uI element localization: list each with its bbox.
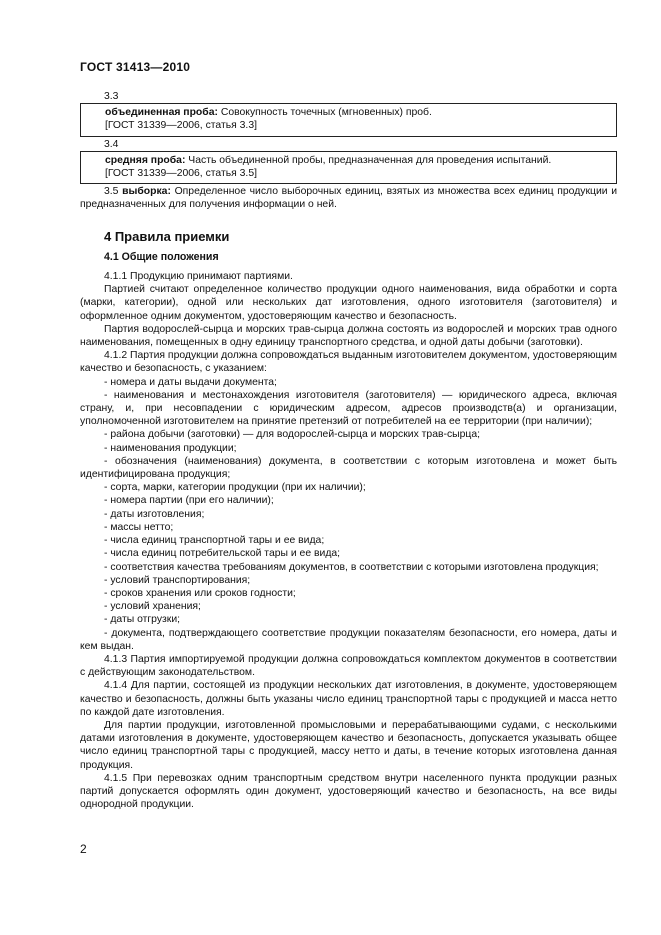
- term-text: Совокупность точечных (мгновенных) проб.: [217, 107, 432, 119]
- list-item: - условий хранения;: [104, 601, 201, 613]
- list-item: - номера партии (при его наличии);: [104, 495, 274, 507]
- paragraph-4-1-2: 4.1.2 Партия продукции должна сопровождаться выданным изготовителем документом, удостоверяющим качество и безопасность, с указанием:: [80, 350, 617, 375]
- term-number: 3.4: [104, 138, 119, 150]
- term-definition: [105, 154, 610, 167]
- term-definition: [105, 106, 610, 119]
- list-item: - даты изготовления;: [104, 508, 205, 520]
- document-code-header: ГОСТ 31413—2010: [80, 60, 191, 74]
- list-item: - обозначения (наименования) документа, в соответствии с которым изготовлена и может быть идентифицирована продукция;: [80, 455, 617, 481]
- page-number: 2: [80, 842, 87, 856]
- page-content: [80, 90, 617, 811]
- term-reference: [ГОСТ 31339—2006, статья 3.5]: [105, 168, 257, 180]
- paragraph-4-1-3: 4.1.3 Партия импортируемой продукции должна сопровождаться комплектом документов в соответствии с действующим законодательством.: [80, 653, 617, 679]
- paragraph-party-definition: Партией считают определенное количество продукции одного наименования, вида обработки и сорта (марки, категории), одной или нескольких дат изготовления, одного изготовителя (заготовителя) и оформленное одним документом, удостоверяющим качество и безопасность.: [80, 284, 617, 322]
- list-item: - наименования продукции;: [104, 442, 237, 454]
- term-name: выборка:: [122, 186, 171, 198]
- term-number: 3.5: [104, 186, 119, 198]
- list-item: - сорта, марки, категории продукции (при их наличии);: [104, 482, 366, 494]
- term-text: Часть объединенной пробы, предназначенная для проведения испытаний.: [185, 154, 552, 166]
- list-item: - условий транспортирования;: [104, 574, 251, 586]
- requirements-list: [80, 376, 617, 653]
- term-sample-paragraph: [80, 185, 617, 211]
- list-item: - наименования и местонахождения изготовителя (заготовителя) — юридического адреса, включая страну, и, при несовпадении с юридическим адресом, адресов производств(а) и организации, уполномоченной изготовителем на принятие претензий от потребителей на ее территории (при наличии);: [80, 389, 617, 428]
- paragraph-4-1-1: 4.1.1 Продукцию принимают партиями.: [104, 271, 293, 283]
- section-title: 4 Правила приемки: [104, 228, 230, 244]
- term-reference: [ГОСТ 31339—2006, статья 3.3]: [105, 120, 257, 132]
- list-item: - соответствия качества требованиям документов, в соответствии с которыми изготовлена продукция;: [104, 561, 599, 573]
- list-item: - района добычи (заготовки) — для водорослей-сырца и морских трав-сырца;: [104, 429, 481, 441]
- list-item: - числа единиц потребительской тары и ее вида;: [104, 548, 341, 560]
- term-name: объединенная проба:: [105, 107, 218, 119]
- list-item: - сроков хранения или сроков годности;: [104, 587, 296, 599]
- paragraph-4-1-4: 4.1.4 Для партии, состоящей из продукции нескольких дат изготовления, в документе, удостоверяющем качество и безопасность, должны быть указаны число единиц транспортной тары с продукцией и масса нетто по каждой дате изготовления.: [80, 680, 617, 718]
- term-text: Определенное число выборочных единиц, взятых из множества всех единиц продукции и предназначенных для получения информации о ней.: [80, 186, 618, 211]
- list-item: - массы нетто;: [104, 521, 174, 533]
- term-box-average-sample: [80, 151, 617, 184]
- subsection-title: 4.1 Общие положения: [104, 250, 219, 263]
- term-box-combined-sample: [80, 103, 617, 136]
- list-item: - даты отгрузки;: [104, 614, 181, 626]
- term-number: 3.3: [104, 91, 119, 102]
- list-item: - документа, подтверждающего соответствие продукции показателям безопасности, его номера, даты и кем выдан.: [80, 627, 617, 652]
- list-item: - номера и даты выдачи документа;: [104, 376, 277, 388]
- paragraph-ships: Для партии продукции, изготовленной промысловыми и перерабатывающими судами, с несколькими датами изготовления в документе, удостоверяющем качество и безопасность, допускается указывать общее число единиц транспортной тары с продукцией, массу нетто и даты, в течение которых изготовлена данная продукция.: [80, 719, 617, 771]
- term-name: средняя проба:: [105, 154, 186, 166]
- paragraph-algae-party: Партия водорослей-сырца и морских трав-сырца должна состоять из водорослей и морских трав одного наименования, помещенных в одну единицу транспортного средства, и одной даты добычи (заготовки).: [80, 323, 617, 349]
- list-item: - числа единиц транспортной тары и ее вида;: [104, 535, 325, 547]
- paragraph-4-1-5: 4.1.5 При перевозках одним транспортным средством внутри населенного пункта продукции разных партий допускается оформлять один документ, удостоверяющий качество и безопасность, на все виды однородной продукции.: [80, 772, 617, 811]
